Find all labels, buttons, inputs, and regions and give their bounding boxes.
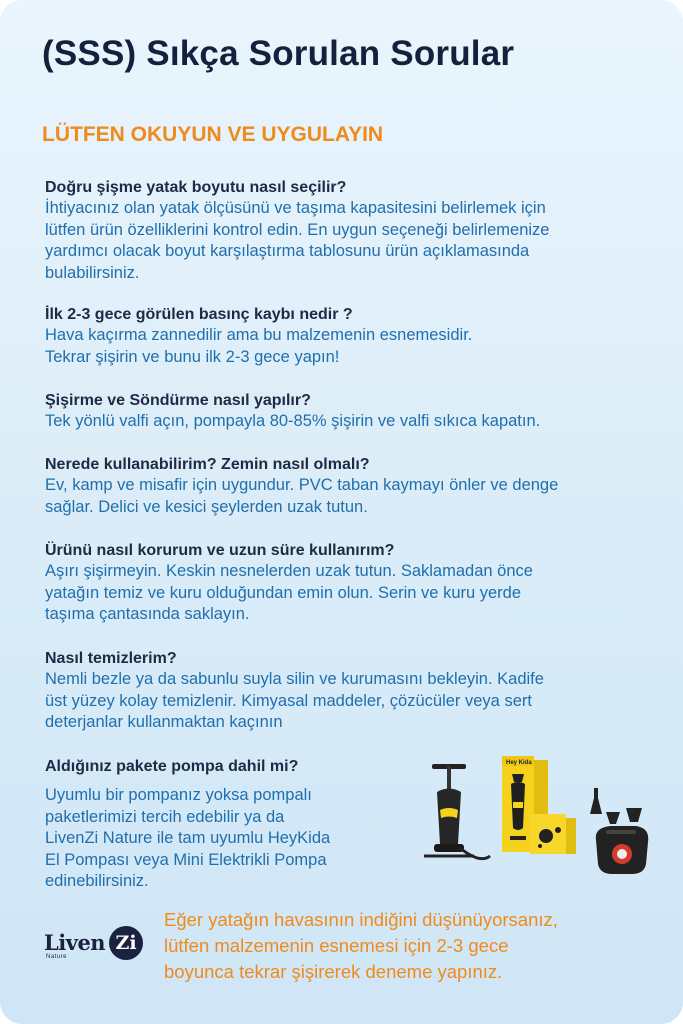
faq-question: İlk 2-3 gece görülen basınç kaybı nedir ? [45,306,353,323]
faq-item-pump [45,756,405,893]
faq-question: Nasıl temizlerim? [45,650,177,667]
logo-circle: Zi [109,926,143,960]
logo-word: Liven [44,930,106,955]
footer-line: boyunca tekrar şişirerek deneme yapınız. [164,961,503,982]
faq-answer-line: Tek yönlü valfi açın, pompayla 80-85% şişirin ve valfi sıkıca kapatın. [45,412,541,430]
faq-question: Şişirme ve Söndürme nasıl yapılır? [45,392,311,409]
faq-question: Nerede kullanabilirim? Zemin nasıl olmalı? [45,456,370,473]
faq-answer-line: taşıma çantasında saklayın. [45,605,250,623]
nozzles-icon [590,788,642,824]
faq-item-pressure [45,304,645,368]
faq-answer-line: Tekrar şişirin ve bunu ilk 2-3 gece yapın! [45,347,340,366]
faq-question: Aldığınız pakete pompa dahil mi? [45,758,299,775]
electric-pump-icon [596,826,648,874]
faq-answer-line: Nemli bezle ya da sabunlu suyla silin ve kurumasını bekleyin. Kadife [45,670,544,688]
section-subtitle: LÜTFEN OKUYUN VE UYGULAYIN [42,123,384,146]
brand-logo [44,926,146,966]
faq-answer-line: deterjanlar kullanmaktan kaçının [45,713,283,731]
faq-answer-line: lütfen ürün özelliklerini kontrol edin. En uygun seçeneği belirlemenize [45,220,550,239]
box-brand-label: Hey Kida [506,760,532,766]
faq-question: Ürünü nasıl korurum ve uzun süre kullanırım? [45,542,395,559]
faq-answer-line: Hava kaçırma zannedilir ama bu malzemenin esnemesidir. [45,326,473,344]
faq-answer-line: paketlerimizi tercih edebilir ya da [45,807,285,826]
logo-tagline: Nature [46,954,68,960]
faq-answer-line: edinebilirsiniz. [45,872,149,890]
electric-pump-box-icon [530,814,576,854]
footer-line: Eğer yatağın havasının indiğini düşünüyorsanız, [164,909,558,930]
faq-answer-line: Ev, kamp ve misafir için uygundur. PVC taban kaymayı önler ve denge [45,476,559,494]
faq-answer [45,561,645,626]
faq-question: Doğru şişme yatak boyutu nasıl seçilir? [45,179,347,196]
faq-item-size [45,177,645,284]
faq-item-inflate [45,390,645,433]
faq-answer-line: LivenZi Nature ile tam uyumlu HeyKida [45,829,331,847]
faq-answer [45,669,645,734]
faq-answer-line: üst yüzey kolay temizlenir. Kimyasal maddeler, çözücüler veya sert [45,691,532,710]
faq-answer-line: Aşırı şişirmeyin. Keskin nesnelerden uzak tutun. Saklamadan önce [45,562,533,580]
faq-item-where [45,454,645,518]
faq-answer [45,325,645,368]
pump-products-image [420,752,655,877]
footer-line: lütfen malzemenin esnemesi için 2-3 gece [164,935,509,956]
faq-item-care [45,540,645,626]
page-title: (SSS) Sıkça Sorulan Sorular [42,34,515,73]
faq-answer-line: El Pompası veya Mini Elektrikli Pompa [45,850,327,869]
faq-answer-line: İhtiyacınız olan yatak ölçüsünü ve taşıma kapasitesini belirlemek için [45,199,546,217]
faq-answer [45,785,405,893]
hand-pump-icon [424,764,490,859]
faq-answer-line: yardımcı olacak boyut karşılaştırma tablosunu ürün açıklamasında [45,242,530,260]
faq-answer-line: Uyumlu bir pompanız yoksa pompalı [45,786,312,804]
footer-note [164,907,558,985]
faq-answer [45,411,645,433]
faq-answer-line: bulabilirsiniz. [45,263,140,282]
faq-item-clean [45,648,645,734]
faq-answer-line: yatağın temiz ve kuru olduğundan emin olun. Serin ve kuru yerde [45,583,522,602]
faq-answer-line: sağlar. Delici ve kesici şeylerden uzak tutun. [45,497,368,516]
faq-answer [45,198,645,284]
faq-answer [45,475,645,518]
